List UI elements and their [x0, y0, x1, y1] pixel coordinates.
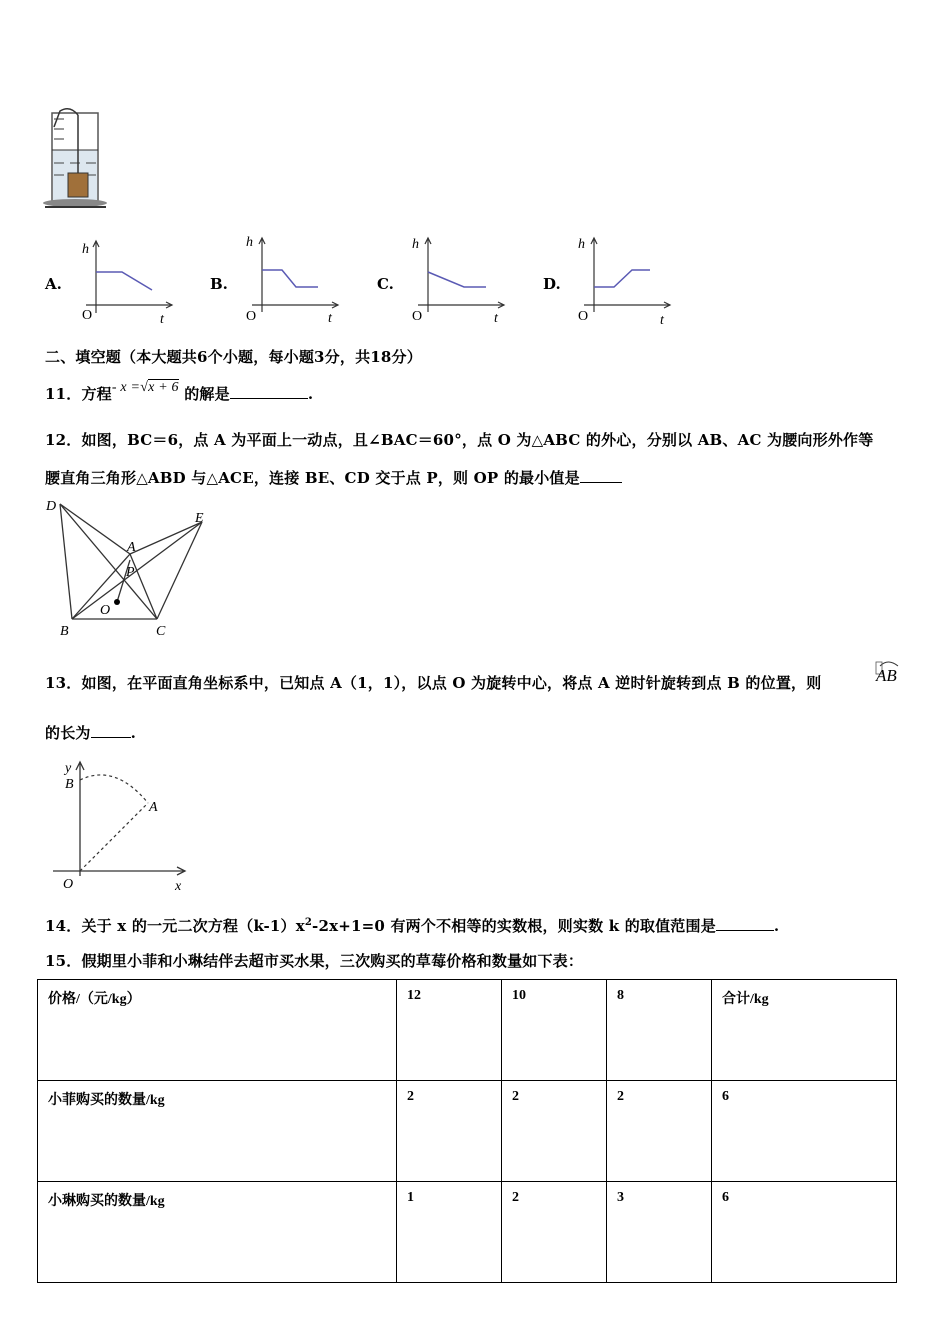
table-cell: 2 [502, 1182, 607, 1283]
table-cell: 8 [607, 980, 712, 1081]
table-cell: 2 [397, 1081, 502, 1182]
fig12-label-e: E [195, 511, 204, 526]
fig12-label-a: A [127, 540, 136, 555]
question-12-line1: 12．如图，BC＝6，点 A 为平面上一动点，且∠BAC＝60°，点 O 为△ABC 的外心，分别以 AB、AC 为腰向形外作等 [45, 431, 874, 449]
option-d-axis-x: t [660, 313, 664, 324]
question-13-line2 [45, 722, 136, 743]
option-c-origin: O [412, 309, 423, 324]
arc-ab-label: AB [876, 666, 897, 685]
option-d-graph [570, 232, 680, 324]
fig12-label-c: C [156, 624, 166, 639]
table-cell: 12 [397, 980, 502, 1081]
section-heading: 二、填空题（本大题共6个小题，每小题3分，共18分） [45, 348, 422, 366]
q11-equation-rhs: x + 6 [148, 380, 179, 395]
q11-equation-lhs: - x = [111, 380, 141, 395]
table-cell: 小琳购买的数量/kg [38, 1182, 397, 1283]
q11-prefix: 11．方程 [45, 385, 112, 403]
option-c-label: C. [377, 275, 394, 293]
fig13-label-b: B [65, 777, 74, 792]
sqrt-icon: √ [140, 380, 149, 395]
table-row [38, 1081, 897, 1182]
option-a-origin: O [82, 308, 93, 323]
q14-end: . [773, 917, 780, 935]
table-row [38, 980, 897, 1081]
table-cell: 6 [712, 1182, 897, 1283]
table-cell: 合计/kg [712, 980, 897, 1081]
option-d-label: D. [543, 275, 561, 293]
q13-end: . [130, 724, 137, 742]
table-cell: 10 [502, 980, 607, 1081]
option-a-graph [72, 235, 182, 325]
table-cell: 2 [502, 1081, 607, 1182]
q11-answer-blank[interactable] [230, 398, 308, 399]
q11-end: . [307, 385, 314, 403]
q11-suffix: 的解是 [184, 385, 230, 403]
option-c-graph [404, 232, 514, 324]
fig13-label-x: x [175, 879, 182, 894]
option-c-axis-y: h [412, 237, 419, 252]
question-12-line2 [45, 467, 622, 488]
option-d-axis-y: h [578, 237, 585, 252]
table-cell: 1 [397, 1182, 502, 1283]
option-b-graph [238, 232, 348, 324]
q13-line2-text: 的长为 [45, 724, 91, 742]
q14-answer-blank[interactable] [716, 930, 774, 931]
q14-text-after: -2x+1=0 有两个不相等的实数根，则实数 k 的取值范围是 [312, 917, 716, 935]
option-a-axis-y: h [82, 242, 89, 257]
triangle-figure [40, 492, 220, 642]
fig12-label-d: D [46, 499, 57, 514]
option-b-axis-x: t [328, 311, 332, 324]
price-quantity-table [37, 979, 897, 1283]
option-d-origin: O [578, 309, 589, 324]
table-cell: 价格/（元/kg） [38, 980, 397, 1081]
cylinder-figure [40, 105, 120, 215]
question-11 [45, 380, 314, 404]
question-14 [45, 915, 779, 936]
option-a-axis-x: t [160, 312, 164, 325]
fig13-label-y: y [65, 761, 72, 776]
option-b-label: B. [210, 275, 228, 293]
option-c-axis-x: t [494, 311, 498, 324]
fig13-label-o: O [63, 877, 74, 892]
coordinate-figure [45, 758, 195, 898]
table-cell: 6 [712, 1081, 897, 1182]
fig12-label-b: B [60, 624, 69, 639]
table-cell: 小菲购买的数量/kg [38, 1081, 397, 1182]
question-13-line1: 13．如图，在平面直角坐标系中，已知点 A（1，1），以点 O 为旋转中心，将点 A 逆时针旋转到点 B 的位置，则 [45, 674, 822, 692]
option-a-label: A. [45, 275, 62, 293]
option-b-origin: O [246, 309, 257, 324]
q14-text-before: 14．关于 x 的一元二次方程（k-1）x [45, 917, 305, 935]
q12-answer-blank[interactable] [580, 482, 622, 483]
arc-ab-symbol [874, 660, 904, 690]
question-15: 15．假期里小菲和小琳结伴去超市买水果，三次购买的草莓价格和数量如下表： [45, 952, 584, 970]
table-cell: 3 [607, 1182, 712, 1283]
option-b-axis-y: h [246, 235, 253, 250]
q14-superscript: 2 [304, 917, 313, 928]
q12-line2-text: 腰直角三角形△ABD 与△ACE，连接 BE、CD 交于点 P，则 OP 的最小值是 [45, 469, 580, 487]
table-row [38, 1182, 897, 1283]
fig12-label-p: P [126, 565, 135, 580]
fig12-label-o: O [100, 603, 111, 618]
q13-answer-blank[interactable] [91, 737, 131, 738]
table-cell: 2 [607, 1081, 712, 1182]
fig13-label-a: A [149, 800, 158, 815]
